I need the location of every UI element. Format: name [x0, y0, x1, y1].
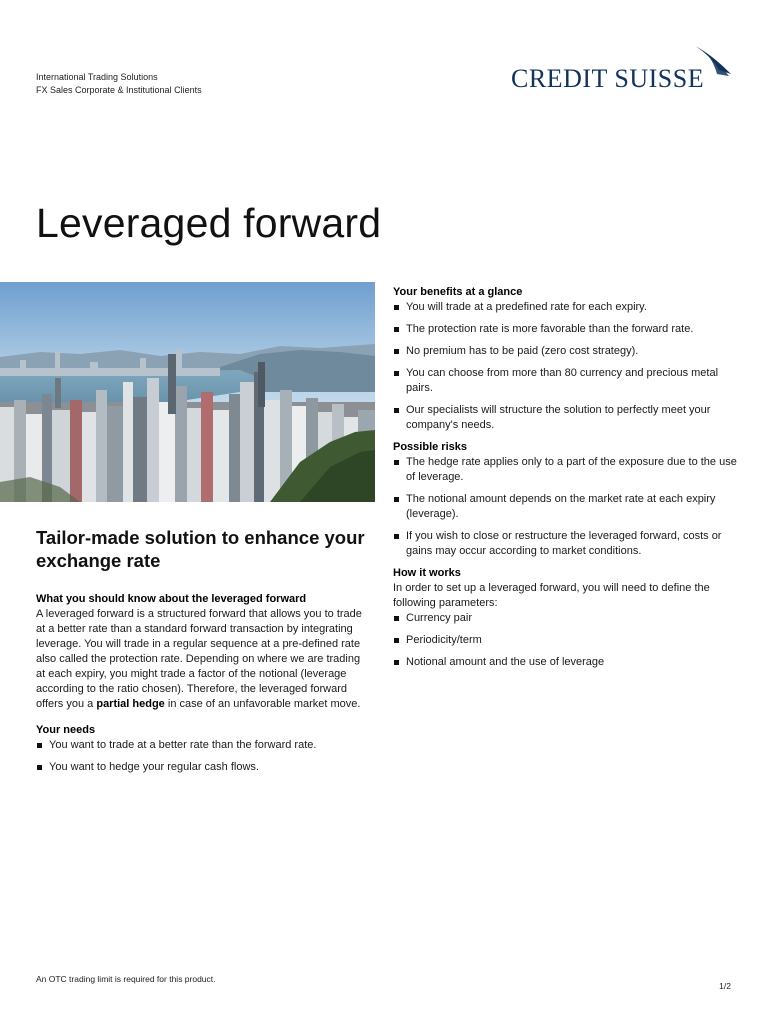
know-text-1: A leveraged forward is a structured forward that allows you to trade at a better rate than a standard forward transaction by integrating leverage. You will trade in a regular sequence at a pre-defined rate also called the protection rate. Depending on where we are trading at each expiry, you might trade a factor of the notional (leverage according to the ratio chosen). Therefore, the leveraged forward offers you a: [36, 608, 362, 710]
page-number: 1/2: [719, 981, 731, 991]
risks-heading: Possible risks: [393, 441, 467, 453]
credit-suisse-logo: [511, 44, 733, 96]
benefits-list: [393, 300, 738, 433]
list-item: No premium has to be paid (zero cost strategy).: [393, 344, 738, 359]
risks-list: [393, 455, 738, 559]
list-item: You can choose from more than 80 currency and precious metal pairs.: [393, 366, 738, 396]
list-item: Notional amount and the use of leverage: [393, 655, 738, 670]
how-intro: In order to set up a leveraged forward, you will need to define the following parameters:: [393, 582, 710, 609]
city-skyline-photo: [0, 282, 375, 502]
list-item: If you wish to close or restructure the leveraged forward, costs or gains may occur according to market conditions.: [393, 529, 738, 559]
how-heading: How it works: [393, 567, 461, 579]
sails-logo-icon: [689, 44, 733, 78]
footer-note: An OTC trading limit is required for this product.: [36, 974, 216, 984]
header-line-2: FX Sales Corporate & Institutional Clients: [36, 85, 202, 95]
needs-heading: Your needs: [36, 724, 96, 736]
know-heading: What you should know about the leveraged forward: [36, 593, 307, 605]
benefits-heading: Your benefits at a glance: [393, 286, 523, 298]
left-column: [36, 592, 371, 782]
know-paragraph: [36, 607, 371, 712]
right-column: [393, 285, 738, 677]
needs-list: [36, 738, 371, 775]
list-item: Currency pair: [393, 611, 738, 626]
list-item: Our specialists will structure the solution to perfectly meet your company's needs.: [393, 403, 738, 433]
know-text-bold: partial hedge: [96, 698, 165, 710]
page-title: Leveraged forward: [36, 200, 382, 246]
list-item: Periodicity/term: [393, 633, 738, 648]
list-item: The protection rate is more favorable than the forward rate.: [393, 322, 738, 337]
how-list: [393, 611, 738, 670]
list-item: You will trade at a predefined rate for each expiry.: [393, 300, 738, 315]
list-item: You want to trade at a better rate than the forward rate.: [36, 738, 371, 753]
logo-wordmark: CREDIT SUISSE: [511, 64, 705, 93]
know-text-2: in case of an unfavorable market move.: [164, 698, 361, 710]
document-header: [36, 71, 202, 97]
list-item: You want to hedge your regular cash flows.: [36, 760, 371, 775]
list-item: The hedge rate applies only to a part of the exposure due to the use of leverage.: [393, 455, 738, 485]
list-item: The notional amount depends on the market rate at each expiry (leverage).: [393, 492, 738, 522]
header-line-1: International Trading Solutions: [36, 72, 158, 82]
section-subtitle: Tailor-made solution to enhance your exchange rate: [36, 527, 365, 571]
